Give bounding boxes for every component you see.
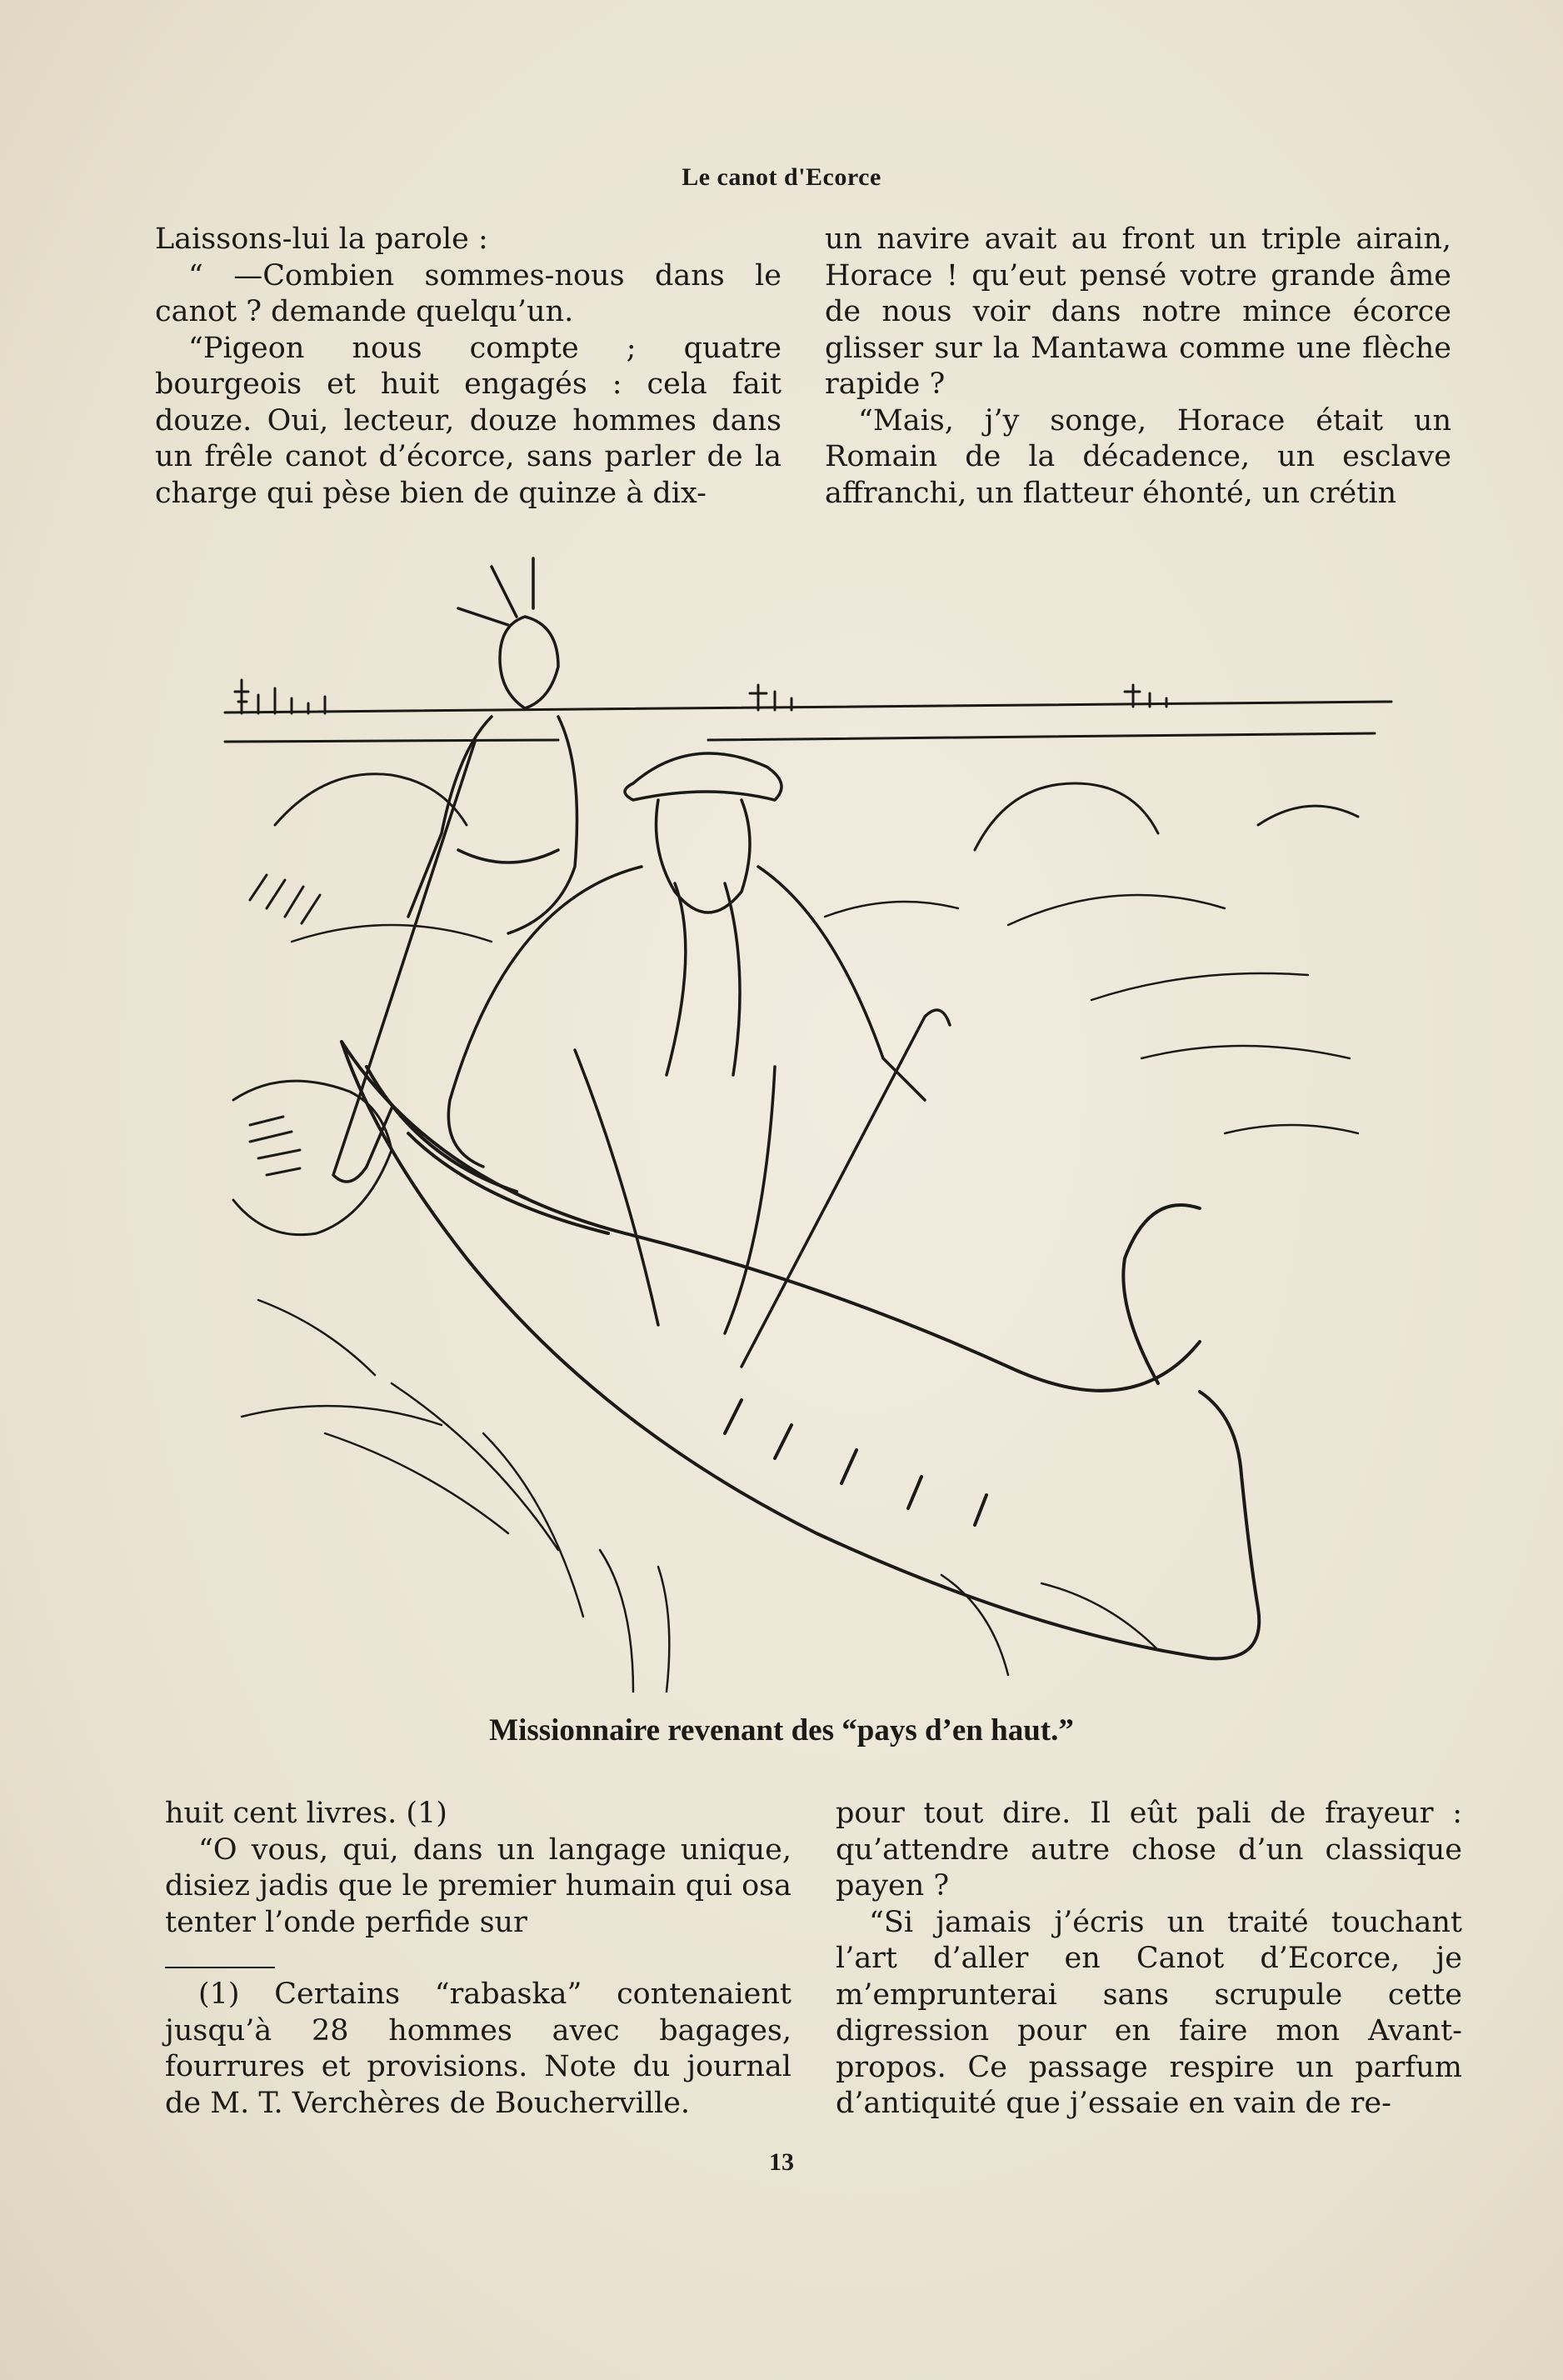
paragraph: “Si jamais j’écris un traité touchant l’art d’aller en Canot d’Ecorce, je m’emprunterai sans scrupule cette digression pour en faire mon Avant-propos. Ce passage respire un parfum d’antiquité que j’essaie en vain de re- — [836, 1905, 1462, 2120]
paragraph: “ —Combien sommes-nous dans le canot ? demande quelqu’un. — [155, 258, 782, 328]
paragraph: Laissons-lui la parole : — [155, 222, 488, 256]
footnote — [165, 1977, 791, 2122]
horizon — [225, 680, 1391, 742]
illustration-caption: Missionnaire revenant des “pays d’en haut.” — [489, 1713, 1074, 1748]
footnote-rule — [165, 1967, 275, 1968]
water-waves — [242, 895, 1358, 1692]
column-top-left — [155, 222, 782, 512]
birch-bark-canoe — [342, 1042, 1259, 1658]
column-bottom-right — [836, 1796, 1462, 2122]
paddler-figure — [333, 558, 577, 1182]
paragraph: pour tout dire. Il eût pali de frayeur : qu’attendre autre chose d’un classique payen ? — [836, 1797, 1462, 1902]
column-bottom-left — [165, 1796, 791, 1941]
column-top-right — [825, 222, 1451, 512]
paragraph: “Pigeon nous compte ; quatre bourgeois et huit engagés : cela fait douze. Oui, lecteur, douze hommes dans un frêle canot d’écorce, sans parler de la charge qui pèse bien de quinze à dix- — [155, 331, 782, 510]
page-number: 13 — [769, 2148, 794, 2176]
running-head: Le canot d'Ecorce — [682, 163, 881, 191]
footnote-text: (1) Certains “rabaska” contenaient jusqu’à 28 hommes avec bagages, fourrures et provisions. Note du journal de M. T. Verchères de Boucherville. — [165, 1978, 791, 2120]
canoe-illustration — [208, 550, 1400, 1708]
paragraph: “O vous, qui, dans un langage unique, disiez jadis que le premier humain qui osa tenter l’onde perfide sur — [165, 1832, 791, 1939]
missionary-figure — [448, 753, 950, 1367]
paragraph: un navire avait au front un triple airain, Horace ! qu’eut pensé votre grande âme de nous voir dans notre mince écorce glisser sur la Mantawa comme une flèche rapide ? — [825, 222, 1451, 401]
paragraph: “Mais, j’y songe, Horace était un Romain de la décadence, un esclave affranchi, un flatteur éhonté, un crétin — [825, 403, 1451, 510]
paragraph: huit cent livres. (1) — [165, 1797, 447, 1830]
